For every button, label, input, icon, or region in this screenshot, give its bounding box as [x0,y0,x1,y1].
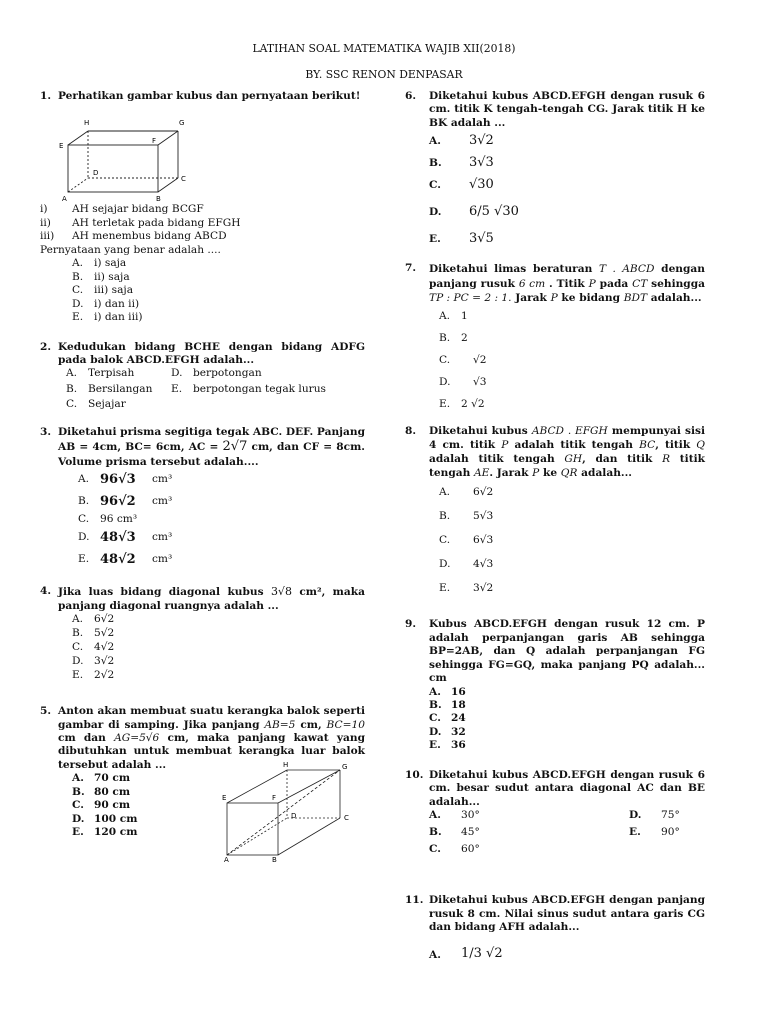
option[interactable]: B. ii) saja [72,270,130,283]
options [72,257,365,324]
options [72,613,365,683]
option[interactable]: C. √2 [439,353,487,366]
ac-value: 2√7 [222,439,248,455]
question-text: Diketahui kubus ABCD.EFGH dengan rusuk 6 cm. besar sudut antara diagonal AC dan BE adalah... [429,768,705,808]
question-text: Diketahui limas beraturan T . ABCD dengan panjang rusuk 6 cm . Titik P pada CT sehingga TP : PC = 2 : 1. Jarak P ke bidang BDT adalah... [429,263,705,304]
question-text: Diketahui kubus ABCD.EFGH dengan panjang rusuk 8 cm. Nilai sinus sudut antara garis CG dan bidang AFH adalah... [429,894,705,934]
page-header [0,42,768,93]
question-10 [405,769,705,860]
option[interactable]: B. 80 cm [72,785,131,798]
vertex-label: F [272,794,277,803]
option[interactable]: D. i) dan ii) [72,297,140,310]
statement: ii) AH terletak pada bidang EFGH [40,216,241,229]
cube-figure [58,103,188,203]
option[interactable]: A. 6√2 [439,485,494,498]
option[interactable]: B. 3√3 [429,155,494,171]
question-text: Diketahui prisma segitiga tegak ABC. DEF. Panjang AB = 4cm, BC= 6cm, AC = 2√7 cm, dan CF = 8cm. Volume prisma tersebut adalah.... [58,425,365,468]
vertex-label: G [179,119,185,128]
option[interactable]: E. 3√5 [429,231,494,247]
question-9 [405,618,705,753]
vertex-label: E [222,794,227,803]
vertex-label: D [93,169,99,178]
question-text: Perhatikan gambar kubus dan pernyataan berikut! [58,90,361,102]
option[interactable]: B. Bersilangan [66,382,153,395]
option[interactable]: D. 48√3 cm³ [78,529,173,545]
question-4 [40,585,365,683]
option[interactable]: E. 48√2 cm³ [78,551,173,567]
option[interactable]: C. 96 cm³ [78,513,138,526]
option[interactable]: C. √30 [429,177,494,193]
vertex-label: C [344,814,349,823]
question-7 [405,262,705,415]
option[interactable]: B. 5√2 [72,627,115,640]
option[interactable]: C. 4√2 [72,641,115,654]
options [429,686,705,753]
question-11 [405,894,705,962]
options [72,772,212,863]
question-1 [40,90,365,325]
option[interactable]: D. berpotongan [171,367,262,380]
option[interactable]: A. 6√2 [72,613,115,626]
option[interactable]: E. berpotongan tegak lurus [171,382,326,395]
page-author: BY. SSC RENON DENPASAR [305,67,463,81]
vertex-label: A [224,856,229,864]
page-title: LATIHAN SOAL MATEMATIKA WAJIB XII(2018) [252,42,516,55]
question-3 [40,426,365,571]
statement: iii) AH menembus bidang ABCD [40,230,227,243]
options [439,480,705,600]
question-6 [405,90,705,250]
option[interactable]: E. 2√2 [72,669,115,682]
option[interactable]: E. 90° [629,826,680,839]
question-number: 6. [405,90,417,102]
question-number: 8. [405,425,417,438]
option[interactable]: A. i) saja [72,257,127,270]
vertex-label: E [59,142,64,151]
options [66,367,365,411]
option[interactable]: A. 96√3 cm³ [78,471,173,487]
option[interactable]: C. 90 cm [72,799,131,812]
option[interactable]: D. 3√2 [72,655,115,668]
vertex-label: F [152,137,157,146]
question-2 [40,341,365,412]
vertex-label: A [62,195,67,204]
options [439,305,705,415]
option[interactable]: D. 6/5 √30 [429,204,519,220]
vertex-label: C [181,175,186,184]
option[interactable]: D. 75° [629,809,680,822]
question-number: 10. [405,768,424,781]
option[interactable]: D. √3 [439,375,487,388]
option[interactable]: E. 36 [429,739,466,752]
vertex-label: H [84,119,90,128]
option[interactable]: A. 3√2 [429,133,494,149]
option[interactable]: B. 5√3 [439,509,494,522]
option[interactable]: D. 100 cm [72,812,138,825]
option[interactable]: C. 24 [429,712,466,725]
options [429,935,705,963]
option[interactable]: C. iii) saja [72,284,134,297]
vertex-label: B [156,195,161,204]
option[interactable]: A. 1 [439,309,468,322]
question-text: Diketahui kubus ABCD.EFGH dengan rusuk 6 cm. titik K tengah-tengah CG. Jarak titik H ke BK adalah ... [429,90,705,129]
vertex-label: H [283,761,289,770]
option[interactable]: C. 6√3 [439,533,494,546]
question-text: Kedudukan bidang BCHE dengan bidang ADFG pada balok ABCD.EFGH adalah... [58,340,365,366]
question-number: 5. [40,705,52,718]
right-column [405,90,705,977]
option[interactable]: E. 2 √2 [439,397,485,410]
question-text: Diketahui kubus ABCD . EFGH mempunyai sisi 4 cm. titik P adalah titik tengah BC, titik Q adalah titik tengah GH, dan titik R titik tengah AE. Jarak P ke QR adalah... [429,425,705,479]
question-text: Kubus ABCD.EFGH dengan rusuk 12 cm. P adalah perpanjangan garis AB sehingga BP=2AB, dan Q adalah perpanjangan FG sehingga FG=GQ, maka panjang PQ adalah... cm [429,618,705,685]
question-5 [40,705,365,863]
cuboid-figure [222,758,362,863]
vertex-label: D [291,812,297,821]
option[interactable]: D. 32 [429,725,466,738]
question-8 [405,425,705,600]
options [429,130,705,250]
question-number: 7. [405,262,417,275]
options [429,809,705,860]
option[interactable]: A. Terpisah [66,367,135,380]
options [78,469,365,571]
left-column [40,90,365,877]
question-number: 4. [40,585,52,598]
option[interactable]: A. 16 [429,685,466,698]
statement: i) AH sejajar bidang BCGF [40,203,204,216]
vertex-label: G [342,763,348,772]
option[interactable]: E. 3√2 [439,581,494,594]
question-text: Anton akan membuat suatu kerangka balok seperti gambar di samping. Jika panjang AB=5 cm, BC=10 cm dan AG=5√6 cm, maka panjang kawat yang dibutuhkan untuk membuat kerangka luar balok tersebut adalah ... [58,705,365,771]
option[interactable]: A. 70 cm [72,772,131,785]
option[interactable]: E. i) dan iii) [72,311,143,324]
question-number: 1. [40,90,52,102]
option[interactable]: A. 30° [429,809,480,822]
option[interactable]: C. Sejajar [66,398,126,411]
option[interactable]: B. 2 [439,331,468,344]
question-number: 3. [40,425,52,438]
question-number: 2. [40,340,52,353]
option[interactable]: B. 96√2 cm³ [78,493,173,509]
option[interactable]: D. 4√3 [439,557,494,570]
option[interactable]: B. 45° [429,826,480,839]
option[interactable]: C. 60° [429,843,480,856]
option[interactable]: A. 1/3 √2 [429,946,503,962]
vertex-label: B [272,856,277,864]
question-text: Jika luas bidang diagonal kubus 3√8 cm², maka panjang diagonal ruangnya adalah ... [58,585,365,612]
question-number: 11. [405,894,424,907]
option[interactable]: B. 18 [429,699,466,712]
question-number: 9. [405,618,417,631]
option[interactable]: E. 120 cm [72,826,138,839]
question-prompt: Pernyataan yang benar adalah .... [40,243,221,256]
